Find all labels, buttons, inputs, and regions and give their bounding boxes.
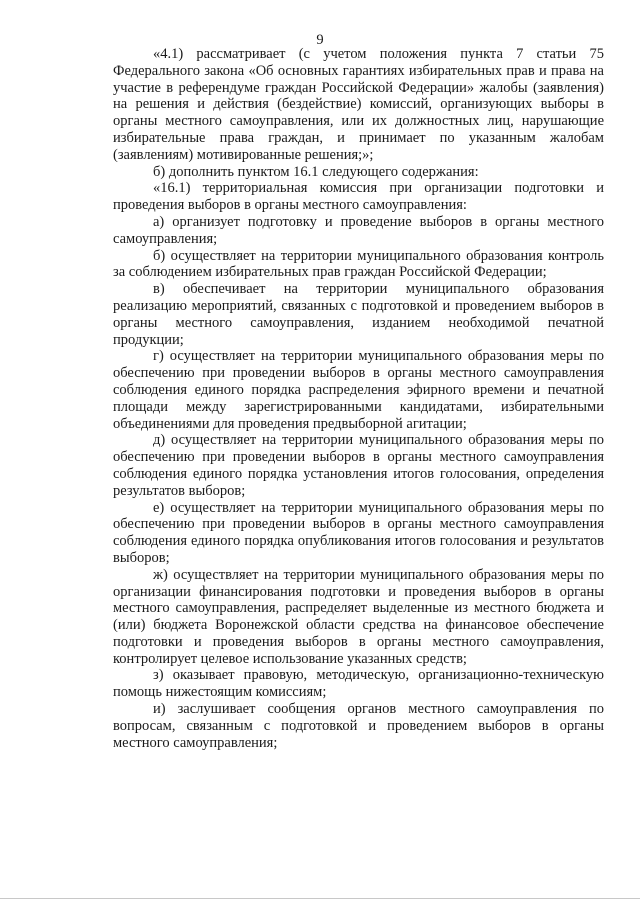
- paragraph-item-z: з) оказывает правовую, методическую, организационно-техническую помощь нижестоящим комиссиям;: [113, 667, 604, 701]
- paragraph-item-d: д) осуществляет на территории муниципального образования меры по обеспечению при проведении выборов в органы местного самоуправления соблюдения единого порядка установления итогов голосования, определения результатов выборов;: [113, 432, 604, 499]
- paragraph-16-1-intro: «16.1) территориальная комиссия при организации подготовки и проведения выборов в органы местного самоуправления:: [113, 180, 604, 214]
- paragraph-item-a: а) организует подготовку и проведение выборов в органы местного самоуправления;: [113, 213, 604, 247]
- paragraph-item-i: и) заслушивает сообщения органов местного самоуправления по вопросам, связанным с подготовкой и проведением выборов в органы местного самоуправления;: [113, 701, 604, 751]
- paragraph-item-zh: ж) осуществляет на территории муниципального образования меры по организации финансирования подготовки и проведения выборов в органы местного самоуправления, распределяет выделенные из местного бюджета и (или) бюджета Воронежской области средства на финансовое обеспечение подготовки и проведения выборов в органы местного самоуправления, контролирует целевое использование указанных средств;: [113, 566, 604, 667]
- paragraph-item-v: в) обеспечивает на территории муниципального образования реализацию мероприятий, связанных с подготовкой и проведением выборов в органы местного самоуправления, изданием необходимой печатной продукции;: [113, 281, 604, 348]
- document-body: [113, 46, 604, 751]
- paragraph-item-g: г) осуществляет на территории муниципального образования меры по обеспечению при проведении выборов в органы местного самоуправления соблюдения единого порядка распределения эфирного времени и печатной площади между зарегистрированными кандидатами, избирательными объединениями для проведения предвыборной агитации;: [113, 348, 604, 432]
- page-number: 9: [316, 32, 324, 48]
- paragraph-item-e: е) осуществляет на территории муниципального образования меры по обеспечению при проведении выборов в органы местного самоуправления соблюдения единого порядка опубликования итогов голосования и результатов выборов;: [113, 499, 604, 566]
- paragraph-amend-b: б) дополнить пунктом 16.1 следующего содержания:: [153, 163, 479, 180]
- paragraph-4-1: «4.1) рассматривает (с учетом положения пункта 7 статьи 75 Федерального закона «Об основных гарантиях избирательных прав и права на участие в референдуме граждан Российской Федерации» жалобы (заявления) на решения и действия (бездействие) комиссий, организующих выборы в органы местного самоуправления, или их должностных лиц, нарушающие избирательные права граждан, и принимает по указанным жалобам (заявлениям) мотивированные решения;»;: [113, 46, 604, 163]
- paragraph-item-b: б) осуществляет на территории муниципального образования контроль за соблюдением избирательных прав граждан Российской Федерации;: [113, 247, 604, 281]
- page-bottom-edge: [0, 898, 640, 899]
